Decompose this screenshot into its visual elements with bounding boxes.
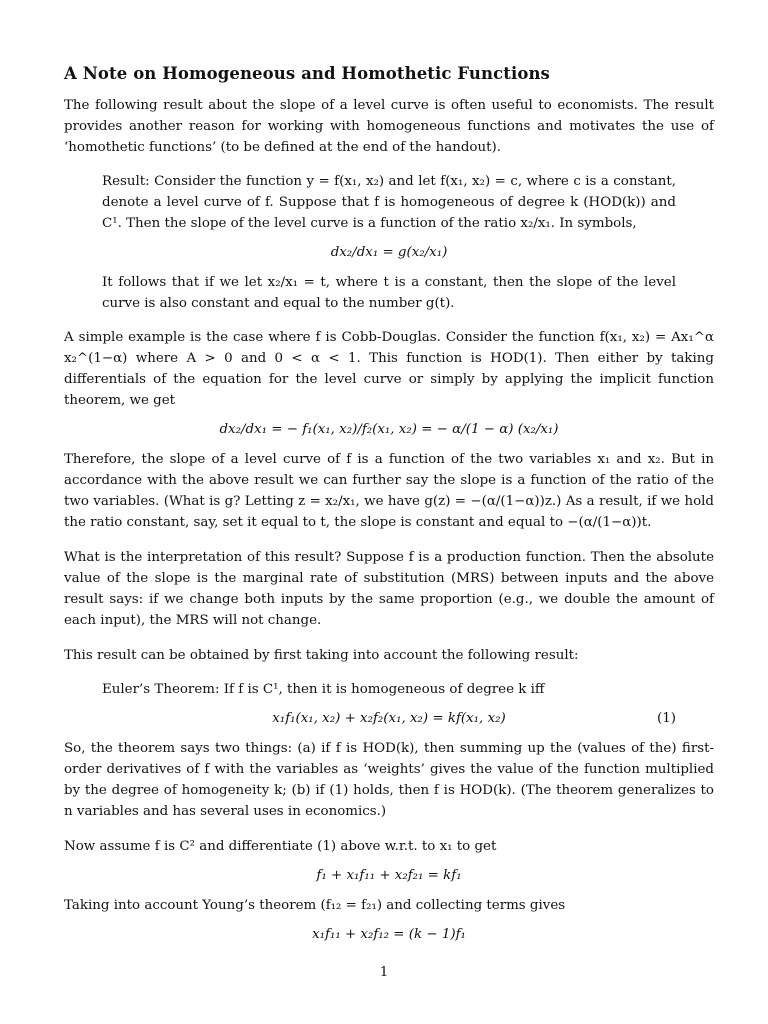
obtained-paragraph: This result can be obtained by first taking into account the following result: bbox=[64, 648, 579, 663]
therefore-paragraph: Therefore, the slope of a level curve of f is a function of the two variables x₁ and x₂. But in accordance with the above result we can further say the slope is a function of the ratio of the two variables. (What is g? Letting z = x₂/x₁, we have g(z) = −(α/(1−α))z.) As a result, if we hold the ratio constant, say, set it equal to t, the slope is constant and equal to −(α/(1−α))t. bbox=[64, 452, 714, 530]
cobb-douglas-paragraph: A simple example is the case where f is Cobb-Douglas. Consider the function f(x₁, x₂) = Ax₁^α x₂^(1−α) where A > 0 and 0 < α < 1. This function is HOD(1). Then either by taking differentials of the equation for the level curve or simply by applying the implicit function theorem, we get bbox=[64, 330, 714, 408]
equation-number: (1) bbox=[657, 711, 676, 726]
result-statement: Result: Consider the function y = f(x₁, x₂) and let f(x₁, x₂) = c, where c is a constant, denote a level curve of f. Suppose that f is homogeneous of degree k (HOD(k)) and C¹. Then the slope of the level curve is a function of the ratio x₂/x₁. In symbols, bbox=[102, 174, 676, 231]
young-theorem-paragraph: Taking into account Young’s theorem (f₁₂ = f₂₁) and collecting terms gives bbox=[64, 898, 566, 913]
document-page bbox=[64, 62, 714, 954]
now-assume-paragraph: Now assume f is C² and differentiate (1) above w.r.t. to x₁ to get bbox=[64, 839, 497, 854]
euler-theorem-statement: Euler’s Theorem: If f is C¹, then it is homogeneous of degree k iff bbox=[102, 682, 545, 697]
intro-paragraph: The following result about the slope of a level curve is often useful to economists. The result provides another reason for working with homogeneous functions and motivates the use of ‘homothetic functions’ (to be defined at the end of the handout). bbox=[64, 98, 714, 155]
equation-cobb-douglas-slope: dx₂/dx₁ = − f₁(x₁, x₂)/f₂(x₁, x₂) = − α/(1 − α) (x₂/x₁) bbox=[219, 422, 559, 437]
equation-euler-body: x₁f₁(x₁, x₂) + x₂f₂(x₁, x₂) = kf(x₁, x₂) bbox=[272, 711, 506, 726]
equation-slope-ratio: dx₂/dx₁ = g(x₂/x₁) bbox=[330, 245, 448, 260]
page-title: A Note on Homogeneous and Homothetic Functions bbox=[64, 64, 550, 83]
equation-euler bbox=[64, 708, 714, 730]
equation-young: x₁f₁₁ + x₂f₁₂ = (k − 1)f₁ bbox=[312, 927, 466, 942]
interpretation-paragraph: What is the interpretation of this result? Suppose f is a production function. Then the absolute value of the slope is the marginal rate of substitution (MRS) between inputs and the above result says: if we change both inputs by the same proportion (e.g., we double the amount of each input), the MRS will not change. bbox=[64, 550, 714, 628]
page-number: 1 bbox=[379, 965, 389, 980]
equation-differentiated: f₁ + x₁f₁₁ + x₂f₂₁ = kf₁ bbox=[316, 868, 462, 883]
theorem-explanation-paragraph: So, the theorem says two things: (a) if f is HOD(k), then summing up the (values of the) first-order derivatives of f with the variables as ‘weights’ gives the value of the function multiplied by the degree of homogeneity k; (b) if (1) holds, then f is HOD(k). (The theorem generalizes to n variables and has several uses in economics.) bbox=[64, 741, 714, 819]
result-follow-paragraph: It follows that if we let x₂/x₁ = t, where t is a constant, then the slope of the level curve is also constant and equal to the number g(t). bbox=[102, 275, 676, 311]
